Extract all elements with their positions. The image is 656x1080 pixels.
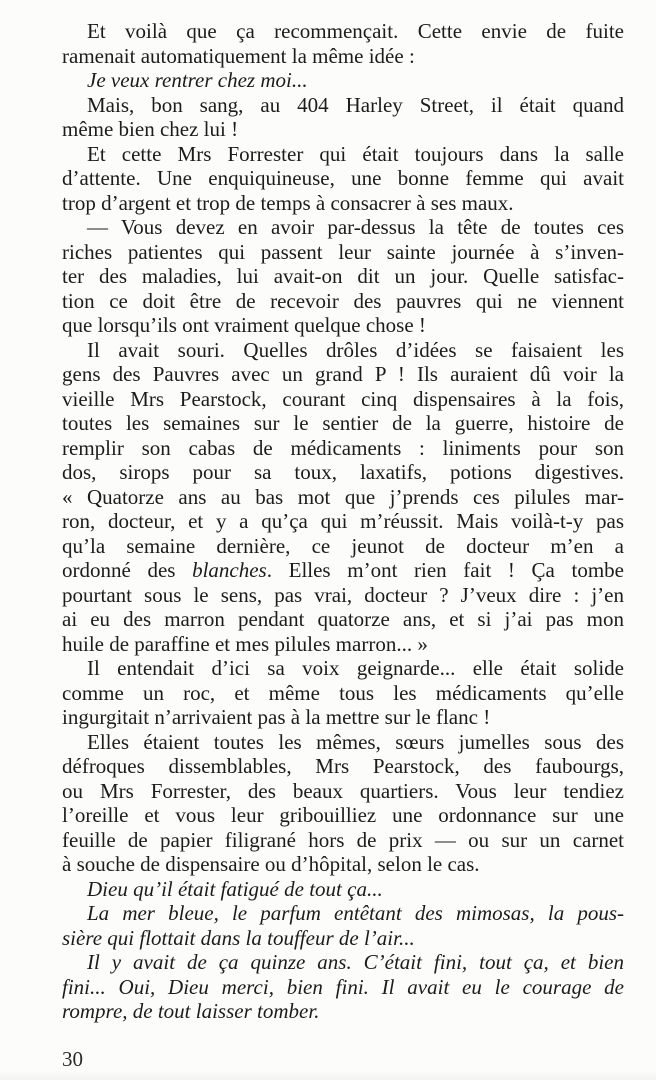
paragraph [62, 215, 624, 338]
paragraph [62, 656, 624, 730]
paragraph [62, 877, 624, 902]
text-line [62, 558, 624, 583]
text-line: l’oreille et vous leur gribouilliez une ordonnance sur une [62, 803, 624, 827]
text-line: ter des maladies, lui avait-on dit un jour. Quelle satisfac- [62, 264, 624, 288]
text-line: gens des Pauvres avec un grand P ! Ils auraient dû voir la [62, 362, 624, 386]
text-line: trop d’argent et trop de temps à consacrer à ses maux. [62, 190, 514, 215]
text-line: Dieu qu’il était fatigué de tout ça... [87, 876, 383, 901]
text-line: Elles étaient toutes les mêmes, sœurs jumelles sous des [87, 729, 624, 754]
page-number: 30 [62, 1047, 83, 1071]
text-line: tion ce doit être de recevoir des pauvres qui ne viennent [62, 288, 624, 313]
text-line: riches patientes qui passent leur sainte journée à s’inven- [62, 239, 624, 264]
text-line: feuille de papier filigrané hors de prix — ou sur un carnet [62, 827, 624, 852]
text-segment: . Elles m’ont rien fait ! Ça tombe [266, 558, 625, 582]
text-line: ai eu des marron pendant quatorze ans, et si j’ai pas mon [62, 607, 624, 631]
paragraph [62, 950, 624, 1024]
text-line: d’attente. Une enquiquineuse, une bonne femme qui avait [62, 166, 624, 190]
text-line: Je veux rentrer chez moi... [87, 68, 308, 92]
text-line: fini... Oui, Dieu merci, bien fini. Il avait eu le courage de [62, 974, 624, 999]
text-line: Il avait souri. Quelles drôles d’idées se faisaient les [87, 337, 624, 362]
paragraph [62, 730, 624, 877]
text-line: Mais, bon sang, au 404 Harley Street, il était quand [87, 92, 624, 117]
text-line: Et cette Mrs Forrester qui était toujours dans la salle [87, 141, 624, 166]
text-line: La mer bleue, le parfum entêtant des mimosas, la pous- [87, 901, 624, 925]
text-line: « Quatorze ans au bas mot que j’prends ces pilules mar- [62, 484, 624, 509]
text-line: remplir son cabas de médicaments : liniments pour son [62, 435, 624, 460]
text-line: ramenait automatiquement la même idée : [62, 43, 415, 68]
paragraph [62, 338, 624, 657]
text-line: défroques dissemblables, Mrs Pearstock, des faubourgs, [62, 754, 624, 778]
paragraph [62, 68, 624, 93]
text-line: ou Mrs Forrester, des beaux quartiers. Vous leur tendiez [62, 778, 624, 803]
paragraph [62, 901, 624, 950]
text-line: vieille Mrs Pearstock, courant cinq dispensaires à la fois, [62, 386, 624, 411]
text-line: ron, docteur, et y a qu’ça qui m’réussit. Mais voilà-t-y pas [62, 509, 624, 533]
text-line: — Vous devez en avoir par-dessus la tête de toutes ces [87, 215, 624, 239]
paragraph [62, 142, 624, 216]
text-line: pourtant sous le sens, pas vrai, docteur ? J’veux dire : j’en [62, 582, 624, 607]
text-line: Et voilà que ça recommençait. Cette envie de fuite [87, 19, 624, 43]
text-line: dos, sirops pour sa toux, laxatifs, potions digestives. [62, 460, 624, 484]
text-line: toutes les semaines sur le sentier de la guerre, histoire de [62, 411, 624, 435]
text-line: qu’la semaine dernière, ce jeunot de docteur m’en a [62, 533, 624, 558]
text-line: que lorsqu’ils ont vraiment quelque chose ! [62, 313, 426, 337]
text-line: à souche de dispensaire ou d’hôpital, selon le cas. [62, 852, 480, 876]
text-block [62, 19, 624, 1024]
text-line: même bien chez lui ! [62, 117, 239, 141]
text-line: sière qui flottait dans la touffeur de l’air... [62, 925, 415, 950]
italic-text-segment: blanches [192, 558, 267, 582]
text-line: Il y avait de ça quinze ans. C’était fini, tout ça, et bien [87, 950, 624, 974]
text-line: rompre, de tout laisser tomber. [62, 999, 320, 1023]
text-line: ingurgitait n’arrivaient pas à la mettre sur le flanc ! [62, 705, 491, 729]
text-line: Il entendait d’ici sa voix geignarde... elle était solide [87, 656, 624, 680]
text-segment: ordonné des [62, 558, 193, 582]
text-line: huile de paraffine et mes pilules marron... » [62, 631, 428, 656]
paragraph [62, 93, 624, 142]
paragraph [62, 19, 624, 68]
text-line: comme un roc, et même tous les médicaments qu’elle [62, 680, 624, 705]
